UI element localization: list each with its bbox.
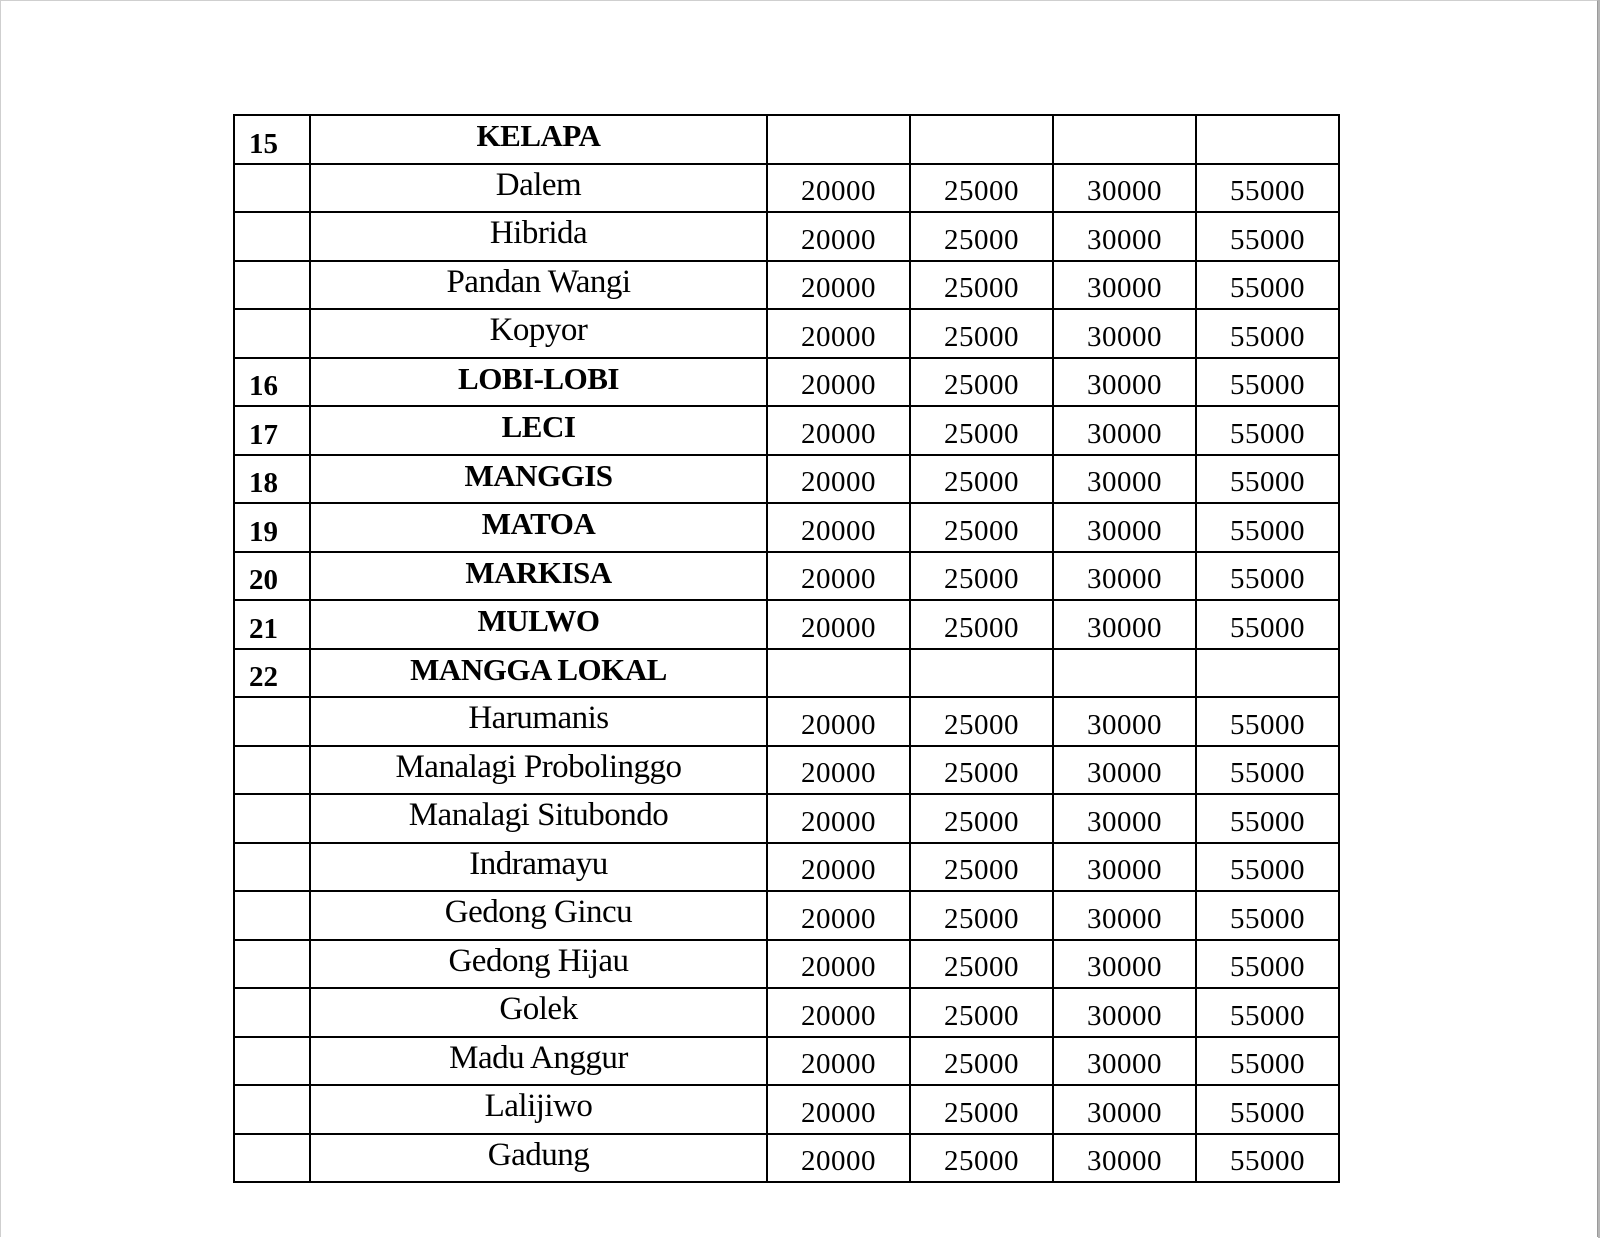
price-cell-2: 25000	[910, 503, 1053, 552]
price-cell-4: 55000	[1196, 697, 1339, 746]
price-cell-3: 30000	[1053, 988, 1196, 1037]
price-cell-1	[767, 115, 910, 164]
price-cell-1: 20000	[767, 406, 910, 455]
table-row	[234, 503, 1339, 552]
price-table-body	[234, 115, 1339, 1182]
row-number-cell	[234, 1085, 310, 1134]
price-cell-1: 20000	[767, 455, 910, 504]
table-row	[234, 261, 1339, 310]
row-number-cell	[234, 1134, 310, 1183]
price-cell-3: 30000	[1053, 697, 1196, 746]
table-row	[234, 697, 1339, 746]
table-row	[234, 309, 1339, 358]
table-row	[234, 746, 1339, 795]
fruit-variety-cell: Manalagi Situbondo	[310, 794, 767, 843]
table-row	[234, 164, 1339, 213]
table-row	[234, 649, 1339, 698]
price-cell-1: 20000	[767, 940, 910, 989]
table-row	[234, 843, 1339, 892]
price-cell-2: 25000	[910, 309, 1053, 358]
price-cell-4: 55000	[1196, 1134, 1339, 1183]
price-cell-4: 55000	[1196, 358, 1339, 407]
table-row	[234, 1037, 1339, 1086]
price-cell-3: 30000	[1053, 1085, 1196, 1134]
price-cell-3: 30000	[1053, 406, 1196, 455]
price-cell-4	[1196, 649, 1339, 698]
table-row	[234, 1085, 1339, 1134]
price-cell-3: 30000	[1053, 503, 1196, 552]
price-cell-1: 20000	[767, 794, 910, 843]
price-cell-2	[910, 649, 1053, 698]
price-cell-4: 55000	[1196, 503, 1339, 552]
table-row	[234, 358, 1339, 407]
row-number-cell: 22	[234, 649, 310, 698]
price-cell-4: 55000	[1196, 600, 1339, 649]
row-number-cell: 20	[234, 552, 310, 601]
price-cell-2: 25000	[910, 1134, 1053, 1183]
table-row	[234, 940, 1339, 989]
row-number-cell: 19	[234, 503, 310, 552]
price-cell-1: 20000	[767, 309, 910, 358]
price-cell-3: 30000	[1053, 358, 1196, 407]
price-cell-1: 20000	[767, 843, 910, 892]
price-cell-1: 20000	[767, 746, 910, 795]
price-cell-1	[767, 649, 910, 698]
fruit-variety-cell: Gadung	[310, 1134, 767, 1183]
price-cell-1: 20000	[767, 212, 910, 261]
price-cell-1: 20000	[767, 1037, 910, 1086]
fruit-category-cell: MANGGA LOKAL	[310, 649, 767, 698]
price-cell-4: 55000	[1196, 261, 1339, 310]
price-cell-2: 25000	[910, 891, 1053, 940]
price-cell-4: 55000	[1196, 988, 1339, 1037]
price-cell-4: 55000	[1196, 164, 1339, 213]
row-number-cell: 18	[234, 455, 310, 504]
price-cell-4: 55000	[1196, 455, 1339, 504]
fruit-category-cell: MATOA	[310, 503, 767, 552]
table-row	[234, 212, 1339, 261]
price-cell-1: 20000	[767, 891, 910, 940]
fruit-variety-cell: Gedong Hijau	[310, 940, 767, 989]
row-number-cell	[234, 891, 310, 940]
fruit-variety-cell: Indramayu	[310, 843, 767, 892]
price-cell-4: 55000	[1196, 212, 1339, 261]
price-cell-2	[910, 115, 1053, 164]
row-number-cell	[234, 212, 310, 261]
price-cell-4: 55000	[1196, 794, 1339, 843]
price-cell-4: 55000	[1196, 746, 1339, 795]
price-cell-2: 25000	[910, 1037, 1053, 1086]
price-cell-1: 20000	[767, 1134, 910, 1183]
price-cell-2: 25000	[910, 794, 1053, 843]
price-cell-4: 55000	[1196, 552, 1339, 601]
price-cell-2: 25000	[910, 940, 1053, 989]
row-number-cell	[234, 988, 310, 1037]
fruit-category-cell: LECI	[310, 406, 767, 455]
price-cell-1: 20000	[767, 164, 910, 213]
price-cell-3: 30000	[1053, 794, 1196, 843]
price-cell-1: 20000	[767, 503, 910, 552]
price-cell-4: 55000	[1196, 406, 1339, 455]
row-number-cell	[234, 794, 310, 843]
fruit-category-cell: MARKISA	[310, 552, 767, 601]
price-cell-2: 25000	[910, 406, 1053, 455]
price-cell-3	[1053, 115, 1196, 164]
row-number-cell	[234, 843, 310, 892]
row-number-cell	[234, 309, 310, 358]
fruit-variety-cell: Gedong Gincu	[310, 891, 767, 940]
price-cell-3: 30000	[1053, 164, 1196, 213]
price-cell-3: 30000	[1053, 212, 1196, 261]
price-cell-3: 30000	[1053, 600, 1196, 649]
row-number-cell: 16	[234, 358, 310, 407]
fruit-variety-cell: Golek	[310, 988, 767, 1037]
price-cell-4: 55000	[1196, 1037, 1339, 1086]
price-cell-1: 20000	[767, 358, 910, 407]
table-row	[234, 115, 1339, 164]
row-number-cell	[234, 164, 310, 213]
row-number-cell: 15	[234, 115, 310, 164]
table-row	[234, 1134, 1339, 1183]
fruit-variety-cell: Kopyor	[310, 309, 767, 358]
row-number-cell	[234, 940, 310, 989]
price-cell-2: 25000	[910, 164, 1053, 213]
fruit-category-cell: MANGGIS	[310, 455, 767, 504]
price-cell-1: 20000	[767, 988, 910, 1037]
row-number-cell: 21	[234, 600, 310, 649]
price-cell-3	[1053, 649, 1196, 698]
price-cell-3: 30000	[1053, 552, 1196, 601]
price-cell-2: 25000	[910, 261, 1053, 310]
price-cell-3: 30000	[1053, 309, 1196, 358]
price-cell-2: 25000	[910, 697, 1053, 746]
fruit-category-cell: MULWO	[310, 600, 767, 649]
fruit-variety-cell: Hibrida	[310, 212, 767, 261]
row-number-cell	[234, 261, 310, 310]
row-number-cell	[234, 697, 310, 746]
price-cell-3: 30000	[1053, 455, 1196, 504]
fruit-category-cell: LOBI-LOBI	[310, 358, 767, 407]
row-number-cell	[234, 1037, 310, 1086]
price-cell-2: 25000	[910, 988, 1053, 1037]
fruit-variety-cell: Manalagi Probolinggo	[310, 746, 767, 795]
price-cell-4: 55000	[1196, 1085, 1339, 1134]
table-row	[234, 455, 1339, 504]
table-row	[234, 406, 1339, 455]
price-cell-4	[1196, 115, 1339, 164]
price-cell-1: 20000	[767, 261, 910, 310]
table-row	[234, 794, 1339, 843]
fruit-category-cell: KELAPA	[310, 115, 767, 164]
price-cell-4: 55000	[1196, 843, 1339, 892]
price-cell-2: 25000	[910, 843, 1053, 892]
price-cell-2: 25000	[910, 552, 1053, 601]
fruit-variety-cell: Madu Anggur	[310, 1037, 767, 1086]
price-cell-1: 20000	[767, 600, 910, 649]
price-cell-1: 20000	[767, 697, 910, 746]
price-cell-1: 20000	[767, 552, 910, 601]
fruit-variety-cell: Pandan Wangi	[310, 261, 767, 310]
row-number-cell: 17	[234, 406, 310, 455]
fruit-variety-cell: Lalijiwo	[310, 1085, 767, 1134]
price-cell-2: 25000	[910, 746, 1053, 795]
price-cell-3: 30000	[1053, 1037, 1196, 1086]
row-number-cell	[234, 746, 310, 795]
price-cell-2: 25000	[910, 600, 1053, 649]
price-cell-2: 25000	[910, 212, 1053, 261]
price-cell-3: 30000	[1053, 891, 1196, 940]
price-cell-3: 30000	[1053, 746, 1196, 795]
price-cell-3: 30000	[1053, 843, 1196, 892]
table-row	[234, 988, 1339, 1037]
price-cell-3: 30000	[1053, 1134, 1196, 1183]
fruit-variety-cell: Dalem	[310, 164, 767, 213]
price-cell-2: 25000	[910, 455, 1053, 504]
table-row	[234, 552, 1339, 601]
price-cell-2: 25000	[910, 1085, 1053, 1134]
price-cell-4: 55000	[1196, 940, 1339, 989]
table-row	[234, 600, 1339, 649]
price-table	[233, 114, 1340, 1183]
price-cell-2: 25000	[910, 358, 1053, 407]
price-cell-1: 20000	[767, 1085, 910, 1134]
table-row	[234, 891, 1339, 940]
price-cell-3: 30000	[1053, 261, 1196, 310]
price-cell-3: 30000	[1053, 940, 1196, 989]
price-cell-4: 55000	[1196, 309, 1339, 358]
fruit-variety-cell: Harumanis	[310, 697, 767, 746]
price-cell-4: 55000	[1196, 891, 1339, 940]
